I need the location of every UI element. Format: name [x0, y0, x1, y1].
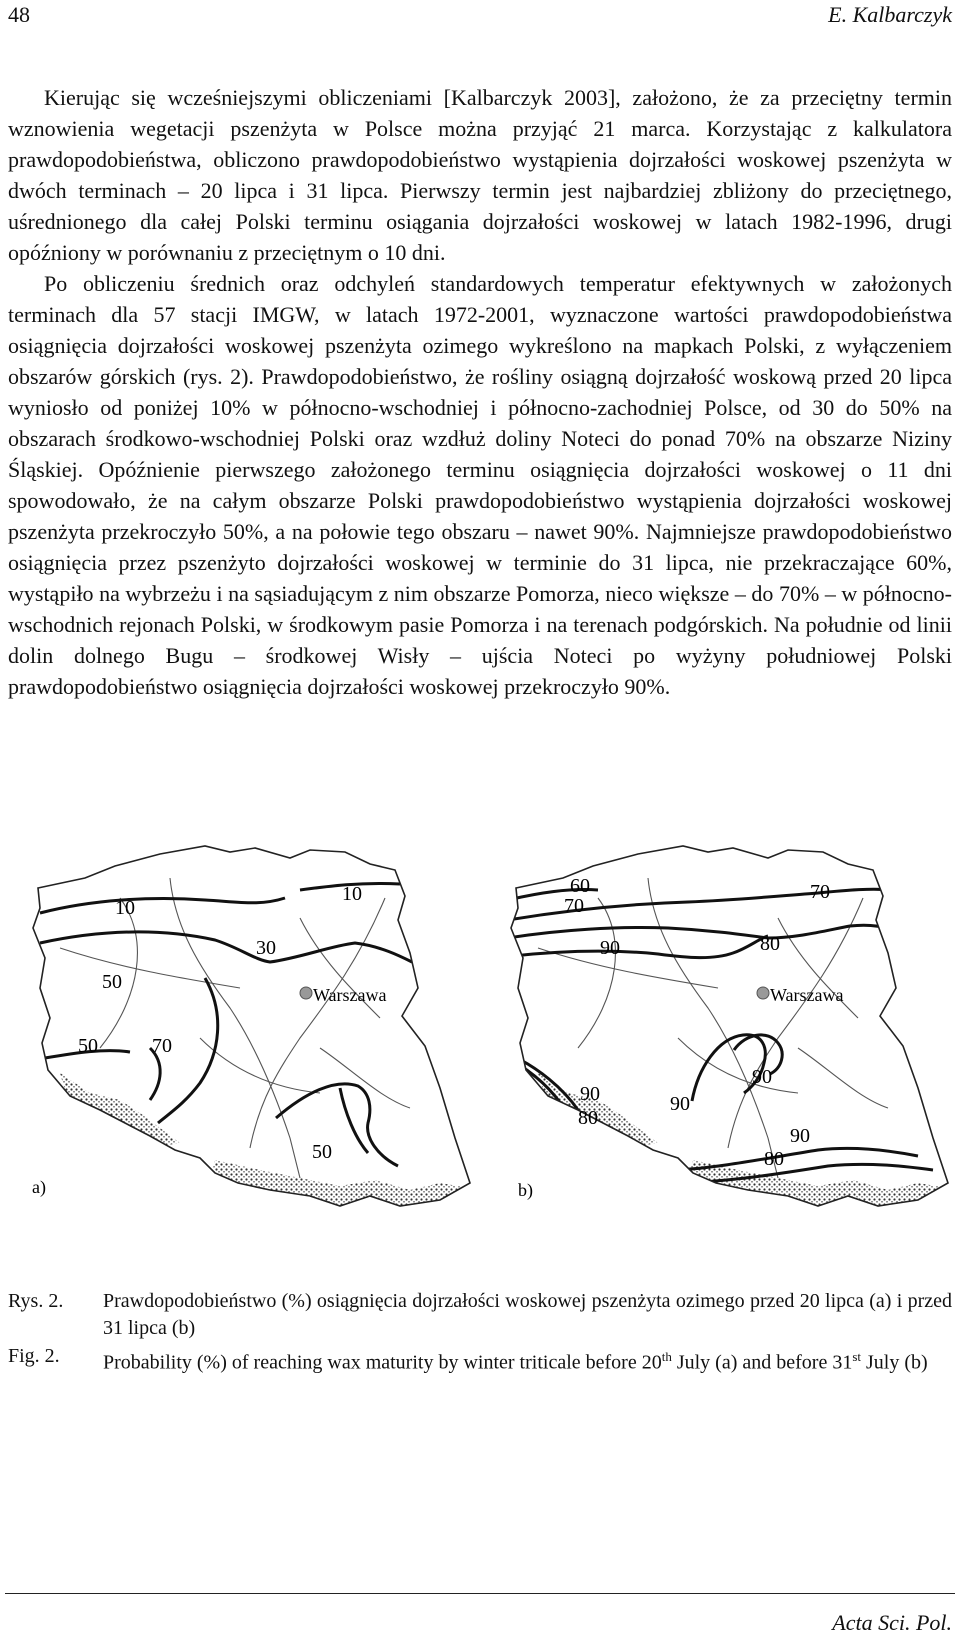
isolines: [40, 883, 412, 1166]
figure-caption: [8, 1288, 952, 1378]
body-text: [8, 82, 952, 702]
footer-rule: [5, 1593, 955, 1594]
warszawa-marker: [757, 987, 769, 999]
isoline-label: 10: [342, 883, 362, 905]
isoline-label: 30: [256, 937, 276, 959]
figure-2-maps: [0, 838, 960, 1258]
caption-en-sup-1: th: [661, 1349, 672, 1364]
caption-english: [8, 1343, 952, 1377]
isoline-label: 70: [810, 881, 830, 903]
map-b: [508, 846, 948, 1218]
isolines: [508, 889, 933, 1183]
caption-en-part-1: Probability (%) of reaching wax maturity by winter triticale before 20: [103, 1351, 662, 1374]
paragraph-1: Kierując się wcześniejszymi obliczeniami [Kalbarczyk 2003], założono, że za przeciętny termin wznowienia wegetacji pszenżyta w Polsce można przyjąć 21 marca. Korzystając z kalkulatora prawdopodobieństwa, obliczono prawdopodobieństwo wystąpienia dojrzałości woskowej pszenżyta w dwóch terminach – 20 lipca i 31 lipca. Pierwszy termin jest najbardziej zbliżony do przeciętnego, uśrednionego dla całej Polski terminu osiągania dojrzałości woskowej w latach 1982-1996, drugi opóźniony w porównaniu z przeciętnym o 10 dni.: [8, 85, 952, 265]
isoline-label: 80: [578, 1107, 598, 1129]
running-head-author: E. Kalbarczyk: [828, 2, 952, 27]
isoline-label: 90: [580, 1083, 600, 1105]
page-number: 48: [8, 2, 30, 27]
caption-en-part-2: July (a) and before 31: [671, 1351, 853, 1374]
caption-text-pl: Prawdopodobieństwo (%) osiągnięcia dojrzałości woskowej pszenżyta ozimego przed 20 lipca (a) i przed 31 lipca (b): [103, 1290, 952, 1339]
warszawa-marker: [300, 987, 312, 999]
isoline-label: 90: [600, 937, 620, 959]
map-a: [32, 846, 470, 1218]
isoline-label: 70: [152, 1035, 172, 1057]
isoline-label: 90: [790, 1125, 810, 1147]
city-label-warszawa: Warszawa: [313, 985, 387, 1005]
isoline-label: 10: [115, 897, 135, 919]
isoline-label: 50: [78, 1035, 98, 1057]
panel-label-b: b): [518, 1180, 533, 1200]
maps-svg: [0, 838, 960, 1258]
isoline-label: 90: [670, 1093, 690, 1115]
caption-tag-en: Fig. 2.: [8, 1345, 60, 1367]
isoline-label: 50: [312, 1141, 332, 1163]
caption-polish: [8, 1288, 952, 1342]
isoline-label: 80: [760, 933, 780, 955]
isoline-label: 70: [564, 895, 584, 917]
isoline-label: 90: [752, 1066, 772, 1088]
rivers: [60, 878, 410, 1178]
mountain-area-sudety: [60, 1073, 180, 1148]
caption-text-en: [103, 1343, 952, 1377]
panel-label-a: a): [32, 1177, 46, 1197]
caption-tag-pl: Rys. 2.: [8, 1290, 64, 1312]
caption-en-sup-2: st: [852, 1349, 861, 1364]
isoline-label: 50: [102, 971, 122, 993]
footer-journal: Acta Sci. Pol.: [832, 1610, 952, 1635]
isoline-label: 80: [764, 1148, 784, 1170]
isoline-label: 60: [570, 875, 590, 897]
paragraph-2: Po obliczeniu średnich oraz odchyleń standardowych temperatur efektywnych w założonych terminach dla 57 stacji IMGW, w latach 1972-2001, wyznaczone wartości prawdopodobieństwa osiągnięcia dojrzałości woskowej pszenżyta ozimego wykreślono na mapkach Polski, z wyłączeniem obszarów górskich (rys. 2). Prawdopodobieństwo, że rośliny osiągną dojrzałość woskową przed 20 lipca wyniosło od poniżej 10% w północno-wschodniej i północno-zachodniej Polsce, od 30 do 50% na obszarach środkowo-wschodniej Polski oraz wzdłuż doliny Noteci do ponad 70% na obszarze Niziny Śląskiej. Opóźnienie pierwszego założonego terminu osiągnięcia dojrzałości woskowej o 11 dni spowodowało, że na całym obszarze Polski prawdopodobieństwo wystąpienia dojrzałości woskowej pszenżyta przekroczyło 50%, a na połowie tego obszaru – nawet 90%. Najmniejsze prawdopodobieństwo osiągnięcia przez pszenżyto dojrzałości woskowej w terminie do 31 lipca, nie przekraczające 60%, wystąpiło na wybrzeżu i na sąsiadującym z nim obszarze Pomorza, nieco większe – do 70% – w północno-wschodnich rejonach Polski, w środkowym pasie Pomorza i na terenach podgórskich. Na południe od linii dolin dolnego Bugu – środkowej Wisły – ujścia Noteci po wyżyny południowej Polski prawdopodobieństwo osiągnięcia dojrzałości woskowej przekroczyło 90%.: [8, 271, 952, 699]
city-label-warszawa: Warszawa: [770, 985, 844, 1005]
mountain-area-karpaty: [200, 1160, 470, 1218]
caption-en-part-3: July (b): [861, 1351, 928, 1374]
rivers: [538, 878, 888, 1178]
